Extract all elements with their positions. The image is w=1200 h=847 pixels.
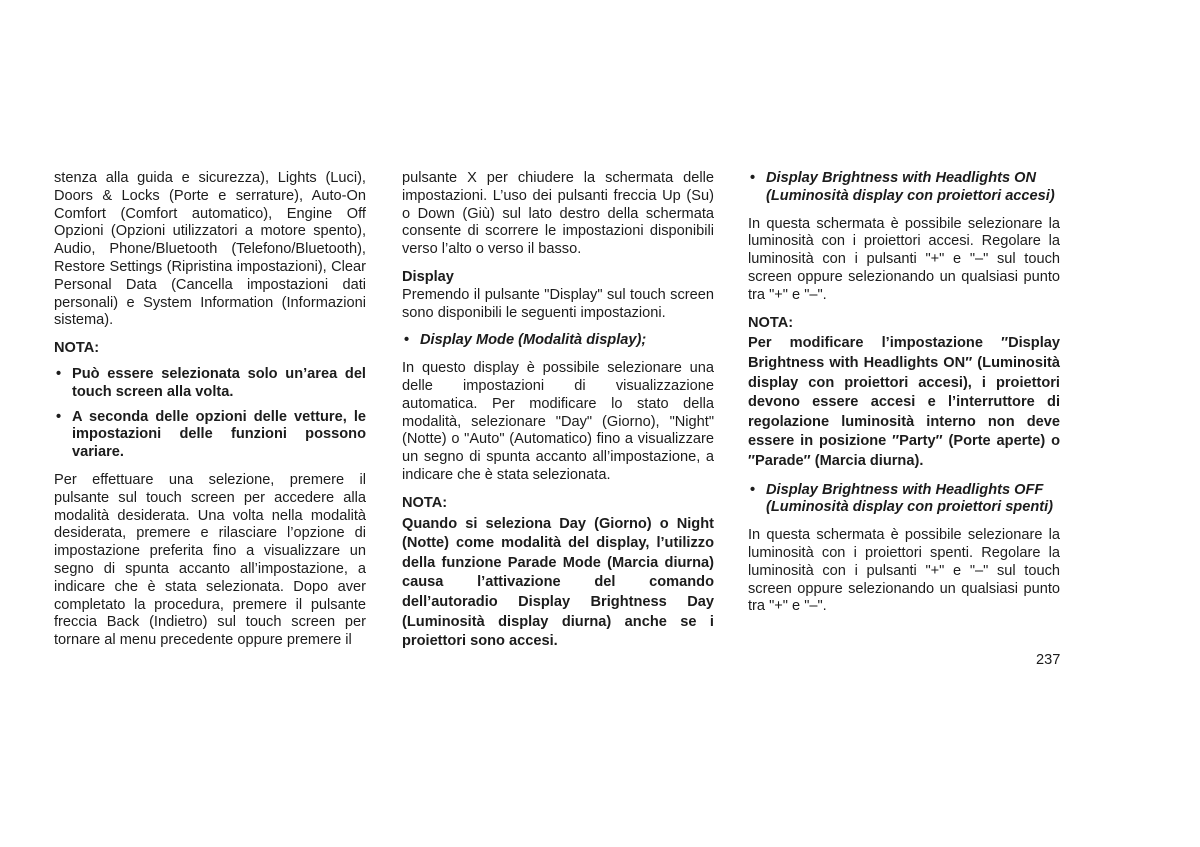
paragraph-brightness-off: In questa schermata è possibile selezionare la luminosità con i proiettori spenti. Regolare la luminosità con i pulsanti "+" e "–" sul touch screen oppure selezionando un qualsiasi punto tra "+" e "–". bbox=[748, 527, 1060, 615]
section-heading-display: Display bbox=[402, 268, 454, 285]
note-bullet-single-area: • Può essere selezionata solo un’area del touch screen alla volta. bbox=[54, 366, 366, 402]
page-number: 237 bbox=[1036, 652, 1061, 668]
paragraph-brightness-on: In questa schermata è possibile selezionare la luminosità con i proiettori accesi. Regolare la luminosità con i pulsanti "+" e "–" sul touch screen oppure selezionando un qualsiasi punto tra "+" e "–". bbox=[748, 215, 1060, 303]
column-middle bbox=[402, 170, 714, 662]
paragraph-close-settings: pulsante X per chiudere la schermata delle impostazioni. L’uso dei pulsanti freccia Up (Su) o Down (Giù) sul lato destro della schermata consente di scorrere le impostazioni disponibili verso l’alto o verso il basso. bbox=[402, 170, 714, 258]
column-right bbox=[748, 170, 1060, 626]
note-text-parade-mode: Quando si seleziona Day (Giorno) o Night (Notte) come modalità del display, l’utilizzo della funzione Parade Mode (Marcia diurna) causa l’attivazione del comando dell’autoradio Display Brightness Day (Luminosità display diurna) anche se i proiettori sono accesi. bbox=[402, 515, 714, 650]
paragraph-selection-procedure: Per effettuare una selezione, premere il pulsante sul touch screen per accedere alla modalità desiderata. Una volta nella modalità desiderata, premere e rilasciare l’opzione di impostazione preferita fino a visualizzare un segno di spunta accanto all’impostazione, a indicare che è stata selezionata. Dopo aver completato la procedura, premere il pulsante freccia Back (Indietro) sul touch screen per tornare al menu precedente oppure premere il bbox=[54, 471, 366, 649]
note-heading: NOTA: bbox=[54, 340, 100, 357]
paragraph-display-mode: In questo display è possibile selezionare una delle impostazioni di visualizzazione automatica. Per modificare lo stato della modalità, selezionare "Day" (Giorno), "Night" (Notte) o "Auto" (Automatico) fino a visualizzare un segno di spunta accanto all’impostazione, a indicare che è stata selezionata. bbox=[402, 360, 714, 483]
bullet-brightness-headlights-off: • Display Brightness with Headlights OFF (Luminosità display con proiettori spenti) bbox=[748, 482, 1060, 518]
note-bullet-options-vary: • A seconda delle opzioni delle vetture, le impostazioni delle funzioni possono variare. bbox=[54, 409, 366, 462]
bullet-display-mode: • Display Mode (Modalità display); bbox=[402, 332, 714, 350]
note-heading: NOTA: bbox=[402, 494, 448, 511]
bullet-brightness-headlights-on: • Display Brightness with Headlights ON (Luminosità display con proiettori accesi) bbox=[748, 170, 1060, 206]
column-left bbox=[54, 170, 366, 660]
paragraph-display-intro: Premendo il pulsante "Display" sul touch screen sono disponibili le seguenti impostazioni. bbox=[402, 286, 714, 321]
paragraph-settings-list: stenza alla guida e sicurezza), Lights (Luci), Doors & Locks (Porte e serrature), Auto-On Comfort (Comfort automatico), Engine Off Opzioni (Opzioni utilizzatori a motore spento), Audio, Phone/Bluetooth (Telefono/Bluetooth), Restore Settings (Ripristina impostazioni), Clear Personal Data (Cancella impostazioni dati personali) e System Information (Informazioni sistema). bbox=[54, 170, 366, 329]
note-text-headlights-on: Per modificare l’impostazione ″Display Brightness with Headlights ON″ (Luminosità display con proiettori accesi), i proiettori devono essere accesi e l’interruttore di regolazione luminosità interno non deve essere in posizione ″Party″ (Porte aperte) o ″Parade″ (Marcia diurna). bbox=[748, 335, 1060, 469]
note-heading: NOTA: bbox=[748, 314, 794, 331]
